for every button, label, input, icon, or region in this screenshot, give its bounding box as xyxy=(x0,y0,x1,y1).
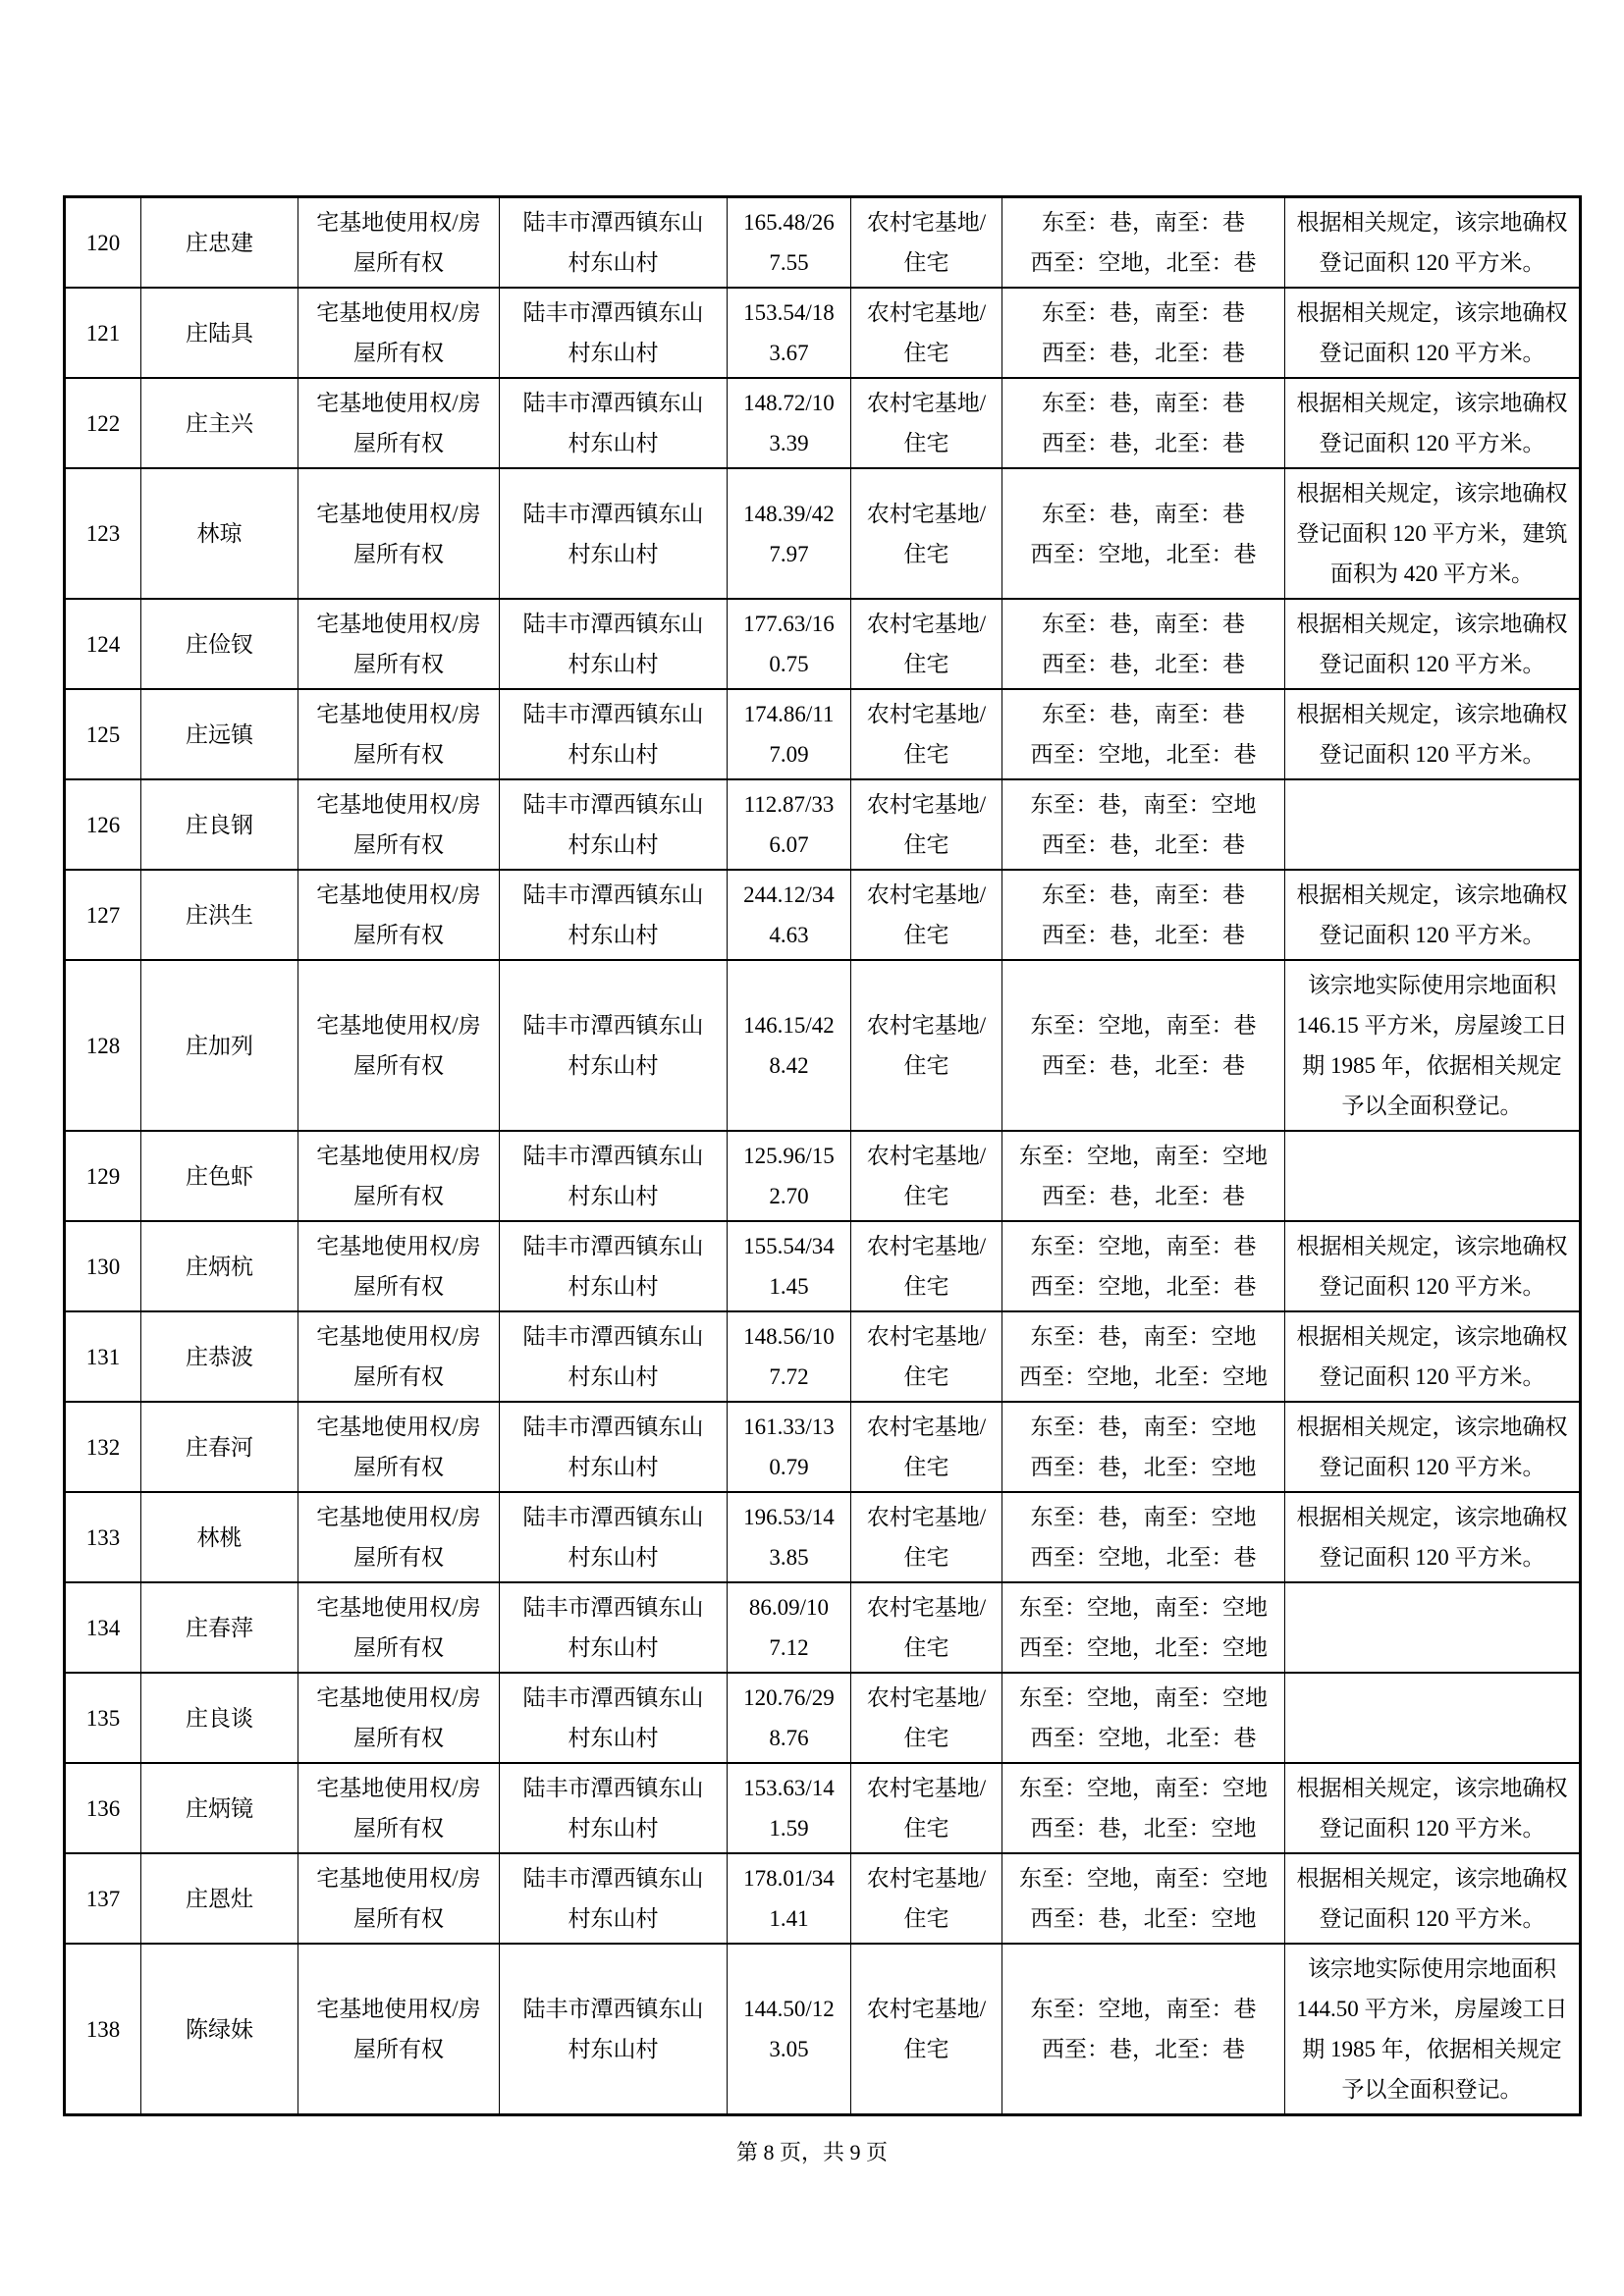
cell-boundary xyxy=(1002,288,1285,378)
cell-boundary xyxy=(1002,1944,1285,2115)
cell-area: 120.76/298.76 xyxy=(728,1673,851,1763)
cell-area: 244.12/344.63 xyxy=(728,870,851,960)
cell-owner-name: 庄恩灶 xyxy=(141,1853,298,1944)
cell-owner-name: 林琼 xyxy=(141,468,298,599)
cell-area: 165.48/267.55 xyxy=(728,197,851,289)
table-row xyxy=(65,1311,1581,1402)
boundary-line: 东至：巷，南至：巷 xyxy=(1042,612,1245,636)
cell-remark: 根据相关规定，该宗地确权登记面积 120 平方米。 xyxy=(1285,1221,1581,1311)
boundary-line: 东至：空地，南至：空地 xyxy=(1019,1595,1268,1620)
cell-serial-number: 127 xyxy=(65,870,141,960)
cell-location: 陆丰市潭西镇东山村东山村 xyxy=(500,1311,728,1402)
cell-area: 148.72/103.39 xyxy=(728,378,851,468)
cell-serial-number: 121 xyxy=(65,288,141,378)
boundary-line: 东至：巷，南至：巷 xyxy=(1042,391,1245,415)
boundary-line: 西至：巷，北至：巷 xyxy=(1042,652,1245,676)
cell-remark: 根据相关规定，该宗地确权登记面积 120 平方米。 xyxy=(1285,870,1581,960)
cell-land-use: 农村宅基地/住宅 xyxy=(851,960,1002,1131)
cell-serial-number: 126 xyxy=(65,779,141,870)
cell-owner-name: 陈绿妹 xyxy=(141,1944,298,2115)
cell-serial-number: 123 xyxy=(65,468,141,599)
cell-owner-name: 庄俭钗 xyxy=(141,599,298,689)
cell-area: 146.15/428.42 xyxy=(728,960,851,1131)
boundary-line: 西至：巷，北至：空地 xyxy=(1030,1455,1257,1479)
cell-boundary xyxy=(1002,1582,1285,1673)
table-row xyxy=(65,689,1581,779)
cell-serial-number: 131 xyxy=(65,1311,141,1402)
cell-owner-name: 庄春萍 xyxy=(141,1582,298,1673)
cell-serial-number: 135 xyxy=(65,1673,141,1763)
cell-location: 陆丰市潭西镇东山村东山村 xyxy=(500,1763,728,1853)
cell-location: 陆丰市潭西镇东山村东山村 xyxy=(500,1944,728,2115)
cell-land-use: 农村宅基地/住宅 xyxy=(851,1853,1002,1944)
table-row xyxy=(65,779,1581,870)
cell-boundary xyxy=(1002,1311,1285,1402)
boundary-line: 西至：巷，北至：空地 xyxy=(1030,1906,1257,1931)
cell-location: 陆丰市潭西镇东山村东山村 xyxy=(500,870,728,960)
cell-owner-name: 庄远镇 xyxy=(141,689,298,779)
table-row xyxy=(65,960,1581,1131)
cell-location: 陆丰市潭西镇东山村东山村 xyxy=(500,689,728,779)
cell-location: 陆丰市潭西镇东山村东山村 xyxy=(500,288,728,378)
table-wrap xyxy=(63,195,1582,2116)
cell-remark: 根据相关规定，该宗地确权登记面积 120 平方米。 xyxy=(1285,378,1581,468)
cell-location: 陆丰市潭西镇东山村东山村 xyxy=(500,468,728,599)
cell-location: 陆丰市潭西镇东山村东山村 xyxy=(500,1853,728,1944)
cell-owner-name: 庄炳镜 xyxy=(141,1763,298,1853)
cell-right-type: 宅基地使用权/房屋所有权 xyxy=(298,1763,500,1853)
boundary-line: 西至：巷，北至：巷 xyxy=(1042,2037,1245,2061)
cell-land-use: 农村宅基地/住宅 xyxy=(851,288,1002,378)
boundary-line: 西至：巷，北至：巷 xyxy=(1042,923,1245,947)
table-row xyxy=(65,1131,1581,1221)
cell-boundary xyxy=(1002,1673,1285,1763)
boundary-line: 西至：空地，北至：巷 xyxy=(1030,742,1257,767)
cell-land-use: 农村宅基地/住宅 xyxy=(851,1944,1002,2115)
cell-location: 陆丰市潭西镇东山村东山村 xyxy=(500,1221,728,1311)
boundary-line: 西至：巷，北至：巷 xyxy=(1042,431,1245,455)
cell-serial-number: 136 xyxy=(65,1763,141,1853)
boundary-line: 东至：空地，南至：巷 xyxy=(1030,1997,1257,2021)
cell-right-type: 宅基地使用权/房屋所有权 xyxy=(298,599,500,689)
cell-land-use: 农村宅基地/住宅 xyxy=(851,599,1002,689)
cell-location: 陆丰市潭西镇东山村东山村 xyxy=(500,599,728,689)
cell-area: 112.87/336.07 xyxy=(728,779,851,870)
boundary-line: 东至：巷，南至：空地 xyxy=(1030,792,1257,817)
cell-land-use: 农村宅基地/住宅 xyxy=(851,1492,1002,1582)
boundary-line: 西至：空地，北至：巷 xyxy=(1030,1274,1257,1299)
boundary-line: 西至：空地，北至：巷 xyxy=(1030,250,1257,275)
cell-area: 174.86/117.09 xyxy=(728,689,851,779)
table-row xyxy=(65,1673,1581,1763)
cell-serial-number: 128 xyxy=(65,960,141,1131)
cell-area: 125.96/152.70 xyxy=(728,1131,851,1221)
cell-location: 陆丰市潭西镇东山村东山村 xyxy=(500,1673,728,1763)
cell-remark: 根据相关规定，该宗地确权登记面积 120 平方米。 xyxy=(1285,288,1581,378)
cell-right-type: 宅基地使用权/房屋所有权 xyxy=(298,1944,500,2115)
cell-location: 陆丰市潭西镇东山村东山村 xyxy=(500,197,728,289)
cell-owner-name: 庄主兴 xyxy=(141,378,298,468)
cell-serial-number: 129 xyxy=(65,1131,141,1221)
cell-boundary xyxy=(1002,1763,1285,1853)
cell-location: 陆丰市潭西镇东山村东山村 xyxy=(500,960,728,1131)
cell-boundary xyxy=(1002,1492,1285,1582)
cell-owner-name: 庄色虾 xyxy=(141,1131,298,1221)
boundary-line: 西至：巷，北至：空地 xyxy=(1030,1816,1257,1841)
cell-remark: 根据相关规定，该宗地确权登记面积 120 平方米。 xyxy=(1285,197,1581,289)
cell-area: 161.33/130.79 xyxy=(728,1402,851,1492)
cell-right-type: 宅基地使用权/房屋所有权 xyxy=(298,197,500,289)
table-row xyxy=(65,870,1581,960)
cell-location: 陆丰市潭西镇东山村东山村 xyxy=(500,378,728,468)
boundary-line: 东至：空地，南至：巷 xyxy=(1030,1013,1257,1038)
cell-land-use: 农村宅基地/住宅 xyxy=(851,1131,1002,1221)
cell-land-use: 农村宅基地/住宅 xyxy=(851,378,1002,468)
table-row xyxy=(65,1402,1581,1492)
cell-boundary xyxy=(1002,1402,1285,1492)
boundary-line: 西至：巷，北至：巷 xyxy=(1042,1053,1245,1078)
boundary-line: 东至：空地，南至：空地 xyxy=(1019,1776,1268,1800)
page-footer: 第 8 页，共 9 页 xyxy=(735,2140,888,2164)
cell-serial-number: 120 xyxy=(65,197,141,289)
table-row xyxy=(65,1582,1581,1673)
cell-remark: 根据相关规定，该宗地确权登记面积 120 平方米。 xyxy=(1285,1402,1581,1492)
cell-remark: 根据相关规定，该宗地确权登记面积 120 平方米。 xyxy=(1285,689,1581,779)
cell-remark: 根据相关规定，该宗地确权登记面积 120 平方米。 xyxy=(1285,1763,1581,1853)
cell-owner-name: 庄良钢 xyxy=(141,779,298,870)
boundary-line: 东至：巷，南至：巷 xyxy=(1042,882,1245,907)
cell-land-use: 农村宅基地/住宅 xyxy=(851,1311,1002,1402)
cell-owner-name: 庄炳杭 xyxy=(141,1221,298,1311)
cell-area: 178.01/341.41 xyxy=(728,1853,851,1944)
cell-owner-name: 庄良谈 xyxy=(141,1673,298,1763)
boundary-line: 东至：空地，南至：空地 xyxy=(1019,1685,1268,1710)
cell-boundary xyxy=(1002,378,1285,468)
cell-right-type: 宅基地使用权/房屋所有权 xyxy=(298,1221,500,1311)
boundary-line: 西至：巷，北至：巷 xyxy=(1042,341,1245,365)
boundary-line: 东至：巷，南至：空地 xyxy=(1030,1505,1257,1529)
cell-land-use: 农村宅基地/住宅 xyxy=(851,689,1002,779)
boundary-line: 东至：巷，南至：空地 xyxy=(1030,1415,1257,1439)
cell-serial-number: 130 xyxy=(65,1221,141,1311)
cell-owner-name: 庄加列 xyxy=(141,960,298,1131)
cell-location: 陆丰市潭西镇东山村东山村 xyxy=(500,1492,728,1582)
cell-land-use: 农村宅基地/住宅 xyxy=(851,779,1002,870)
cell-right-type: 宅基地使用权/房屋所有权 xyxy=(298,1311,500,1402)
cell-right-type: 宅基地使用权/房屋所有权 xyxy=(298,468,500,599)
cell-right-type: 宅基地使用权/房屋所有权 xyxy=(298,1853,500,1944)
boundary-line: 东至：空地，南至：空地 xyxy=(1019,1866,1268,1891)
cell-remark: 根据相关规定，该宗地确权登记面积 120 平方米，建筑面积为 420 平方米。 xyxy=(1285,468,1581,599)
cell-area: 155.54/341.45 xyxy=(728,1221,851,1311)
boundary-line: 西至：空地，北至：空地 xyxy=(1019,1364,1268,1389)
boundary-line: 东至：巷，南至：巷 xyxy=(1042,210,1245,235)
cell-land-use: 农村宅基地/住宅 xyxy=(851,468,1002,599)
cell-area: 86.09/107.12 xyxy=(728,1582,851,1673)
cell-area: 196.53/143.85 xyxy=(728,1492,851,1582)
cell-owner-name: 庄春河 xyxy=(141,1402,298,1492)
cell-right-type: 宅基地使用权/房屋所有权 xyxy=(298,1492,500,1582)
table-row xyxy=(65,197,1581,289)
boundary-line: 东至：空地，南至：巷 xyxy=(1030,1234,1257,1258)
cell-location: 陆丰市潭西镇东山村东山村 xyxy=(500,779,728,870)
cell-boundary xyxy=(1002,689,1285,779)
table-row xyxy=(65,1763,1581,1853)
cell-right-type: 宅基地使用权/房屋所有权 xyxy=(298,288,500,378)
cell-area: 153.63/141.59 xyxy=(728,1763,851,1853)
cell-right-type: 宅基地使用权/房屋所有权 xyxy=(298,1131,500,1221)
land-registration-table xyxy=(63,195,1582,2116)
cell-location: 陆丰市潭西镇东山村东山村 xyxy=(500,1131,728,1221)
cell-serial-number: 125 xyxy=(65,689,141,779)
cell-serial-number: 133 xyxy=(65,1492,141,1582)
cell-land-use: 农村宅基地/住宅 xyxy=(851,1673,1002,1763)
table-row xyxy=(65,1221,1581,1311)
cell-owner-name: 庄洪生 xyxy=(141,870,298,960)
boundary-line: 东至：巷，南至：巷 xyxy=(1042,501,1245,526)
boundary-line: 西至：巷，北至：巷 xyxy=(1042,832,1245,857)
cell-right-type: 宅基地使用权/房屋所有权 xyxy=(298,779,500,870)
cell-serial-number: 138 xyxy=(65,1944,141,2115)
cell-land-use: 农村宅基地/住宅 xyxy=(851,1582,1002,1673)
boundary-line: 东至：空地，南至：空地 xyxy=(1019,1144,1268,1168)
cell-remark: 根据相关规定，该宗地确权登记面积 120 平方米。 xyxy=(1285,1311,1581,1402)
cell-serial-number: 124 xyxy=(65,599,141,689)
cell-remark xyxy=(1285,779,1581,870)
cell-land-use: 农村宅基地/住宅 xyxy=(851,197,1002,289)
boundary-line: 西至：空地，北至：巷 xyxy=(1030,541,1257,566)
boundary-line: 东至：巷，南至：巷 xyxy=(1042,300,1245,325)
cell-remark: 该宗地实际使用宗地面积 146.15 平方米，房屋竣工日期 1985 年，依据相关规定予以全面积登记。 xyxy=(1285,960,1581,1131)
cell-right-type: 宅基地使用权/房屋所有权 xyxy=(298,960,500,1131)
cell-remark xyxy=(1285,1582,1581,1673)
table-body xyxy=(65,197,1581,2115)
cell-serial-number: 137 xyxy=(65,1853,141,1944)
cell-right-type: 宅基地使用权/房屋所有权 xyxy=(298,378,500,468)
boundary-line: 东至：巷，南至：巷 xyxy=(1042,702,1245,726)
cell-boundary xyxy=(1002,599,1285,689)
table-row xyxy=(65,1853,1581,1944)
boundary-line: 西至：空地，北至：巷 xyxy=(1030,1726,1257,1750)
table-row xyxy=(65,288,1581,378)
cell-owner-name: 林桃 xyxy=(141,1492,298,1582)
cell-right-type: 宅基地使用权/房屋所有权 xyxy=(298,870,500,960)
cell-boundary xyxy=(1002,870,1285,960)
cell-land-use: 农村宅基地/住宅 xyxy=(851,1763,1002,1853)
cell-boundary xyxy=(1002,1853,1285,1944)
cell-remark: 根据相关规定，该宗地确权登记面积 120 平方米。 xyxy=(1285,599,1581,689)
boundary-line: 东至：巷，南至：空地 xyxy=(1030,1324,1257,1349)
cell-right-type: 宅基地使用权/房屋所有权 xyxy=(298,1402,500,1492)
cell-serial-number: 132 xyxy=(65,1402,141,1492)
cell-boundary xyxy=(1002,468,1285,599)
cell-remark xyxy=(1285,1131,1581,1221)
cell-boundary xyxy=(1002,1131,1285,1221)
table-row xyxy=(65,1492,1581,1582)
cell-area: 148.56/107.72 xyxy=(728,1311,851,1402)
boundary-line: 西至：空地，北至：空地 xyxy=(1019,1635,1268,1660)
cell-area: 148.39/427.97 xyxy=(728,468,851,599)
cell-area: 144.50/123.05 xyxy=(728,1944,851,2115)
cell-land-use: 农村宅基地/住宅 xyxy=(851,1402,1002,1492)
cell-boundary xyxy=(1002,779,1285,870)
cell-right-type: 宅基地使用权/房屋所有权 xyxy=(298,1582,500,1673)
cell-remark: 根据相关规定，该宗地确权登记面积 120 平方米。 xyxy=(1285,1492,1581,1582)
cell-remark: 该宗地实际使用宗地面积 144.50 平方米，房屋竣工日期 1985 年，依据相关规定予以全面积登记。 xyxy=(1285,1944,1581,2115)
cell-boundary xyxy=(1002,197,1285,289)
cell-area: 177.63/160.75 xyxy=(728,599,851,689)
table-row xyxy=(65,468,1581,599)
cell-remark xyxy=(1285,1673,1581,1763)
boundary-line: 西至：巷，北至：巷 xyxy=(1042,1184,1245,1208)
cell-serial-number: 122 xyxy=(65,378,141,468)
table-row xyxy=(65,1944,1581,2115)
cell-boundary xyxy=(1002,1221,1285,1311)
cell-serial-number: 134 xyxy=(65,1582,141,1673)
cell-right-type: 宅基地使用权/房屋所有权 xyxy=(298,1673,500,1763)
cell-right-type: 宅基地使用权/房屋所有权 xyxy=(298,689,500,779)
cell-owner-name: 庄恭波 xyxy=(141,1311,298,1402)
cell-location: 陆丰市潭西镇东山村东山村 xyxy=(500,1582,728,1673)
cell-owner-name: 庄陆具 xyxy=(141,288,298,378)
cell-remark: 根据相关规定，该宗地确权登记面积 120 平方米。 xyxy=(1285,1853,1581,1944)
cell-land-use: 农村宅基地/住宅 xyxy=(851,1221,1002,1311)
cell-land-use: 农村宅基地/住宅 xyxy=(851,870,1002,960)
cell-location: 陆丰市潭西镇东山村东山村 xyxy=(500,1402,728,1492)
cell-owner-name: 庄忠建 xyxy=(141,197,298,289)
cell-area: 153.54/183.67 xyxy=(728,288,851,378)
table-row xyxy=(65,378,1581,468)
table-row xyxy=(65,599,1581,689)
boundary-line: 西至：空地，北至：巷 xyxy=(1030,1545,1257,1570)
cell-boundary xyxy=(1002,960,1285,1131)
